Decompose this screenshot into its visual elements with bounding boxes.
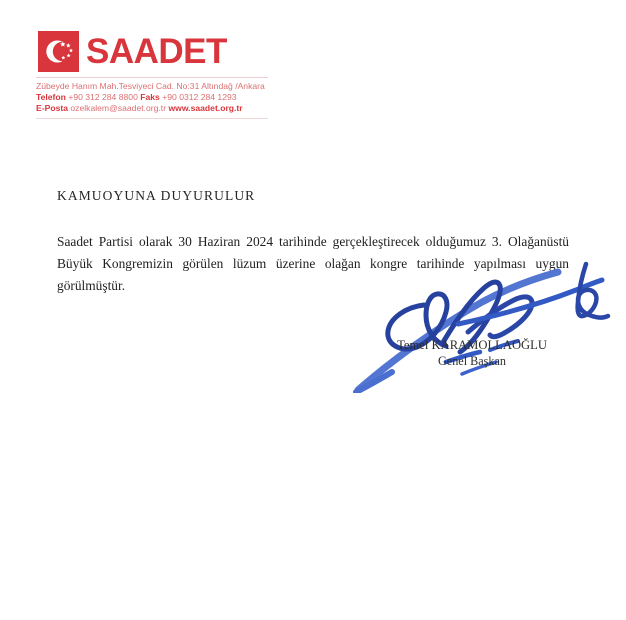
fax-label: Faks	[140, 92, 160, 103]
signature-block	[350, 258, 620, 393]
website-link[interactable]: www.saadet.org.tr	[168, 103, 243, 114]
announcement-paragraph: Saadet Partisi olarak 30 Haziran 2024 tarihinde gerçekleştirecek olduğumuz 3. Olağanüstü Büyük Kongremizin görülen lüzum üzerine olağan kongre tarihinde yapılması uygun görülmüştür.	[57, 234, 569, 293]
brand-logo	[38, 31, 227, 72]
header-divider	[36, 77, 268, 78]
signatory-role: Genel Başkan	[437, 354, 507, 368]
signatory	[350, 337, 594, 369]
handwritten-signature	[350, 258, 620, 393]
contact-divider	[36, 118, 268, 119]
contact-phone-line	[36, 92, 265, 103]
letterhead	[0, 0, 626, 140]
phone-value: +90 312 284 8800	[68, 92, 138, 103]
contact-email-line	[36, 103, 265, 114]
crescent-and-stars-icon	[38, 31, 79, 72]
email-label: E-Posta	[36, 103, 68, 114]
contact-address-line	[36, 81, 265, 92]
signatory-name: Temel KARAMOLLAOĞLU	[397, 338, 547, 352]
page-title: KAMUOYUNA DUYURULUR	[57, 188, 256, 203]
brand-wordmark: SAADET	[86, 32, 227, 71]
contact-info	[36, 81, 265, 115]
fax-value: +90 0312 284 1293	[162, 92, 237, 103]
email-value[interactable]: ozelkalem@saadet.org.tr	[70, 103, 167, 114]
phone-label: Telefon	[36, 92, 66, 103]
contact-address: Zübeyde Hanım Mah.Tesviyeci Cad. No:31 Altındağ /Ankara	[36, 81, 265, 91]
